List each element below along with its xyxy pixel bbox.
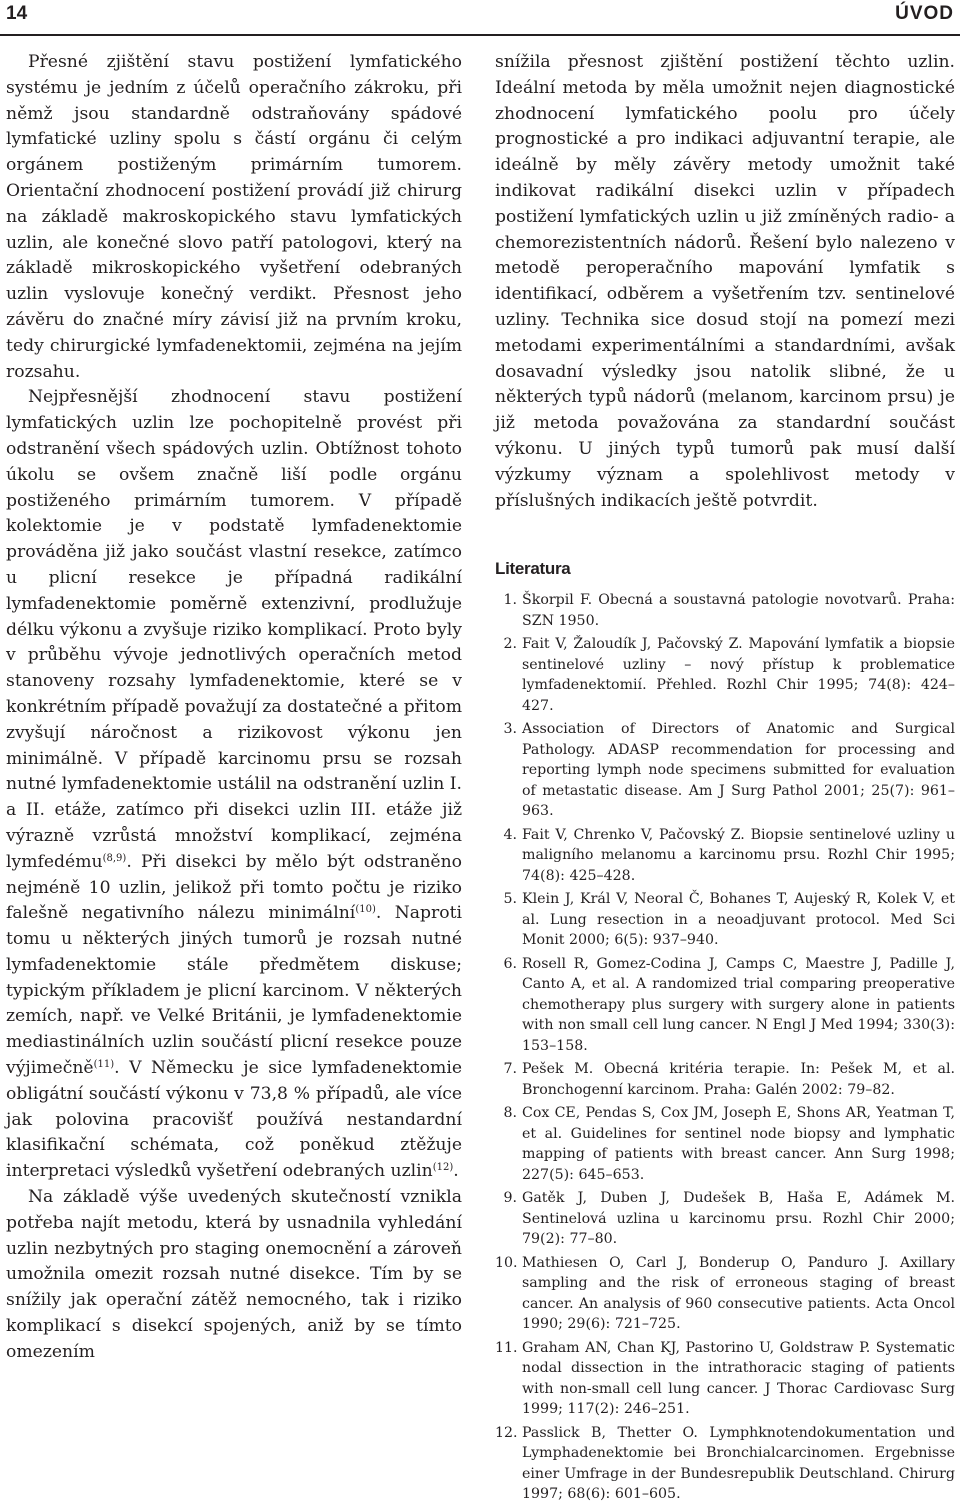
reference-number: 8. <box>503 1105 517 1122</box>
page-header <box>0 0 960 36</box>
paragraph-2-text-d: . V Německu je sice lymfadenektomie obligátní součástí výkonu v 73,8 % případů, ale více jak polovina pracovišť používá nestandardní klasifikační schémata, což poněkud ztěžuje interpretaci výsledků vyšetření odebraných uzlin <box>6 1058 462 1182</box>
paragraph-1: Přesné zjištění stavu postižení lymfatického systému je jedním z účelů operačního zákroku, při němž jsou standardně odstraňovány spádové lymfatické uzliny spolu s částí orgánu či celým orgánem postiženým primárním tumorem. Orientační zhodnocení postižení provádí již chirurg na základě makroskopického stavu lymfatických uzlin, ale konečné slovo patří patologovi, který na základě mikroskopického vyšetření odebraných uzlin vyslovuje konečný verdikt. Přesnost jeho závěru do značné míry závisí již na prvním kroku, tedy chirurgické lymfadenektomii, zejména na jejím rozsahu. <box>6 52 462 382</box>
reference-text: Graham AN, Chan KJ, Pastorino U, Goldstraw P. Systematic nodal dissection in the intrathoracic staging of patients with non-small cell lung cancer. J Thorac Cardiovasc Surg 1999; 117(2): 246–251. <box>522 1339 955 1418</box>
reference-number: 11. <box>495 1339 518 1356</box>
reference-text: Klein J, Král V, Neoral Č, Bohanes T, Aujeský R, Kolek V, et al. Lung resection in a neoadjuvant protocol. Med Sci Monit 2000; 6(5): 937–940. <box>522 891 955 949</box>
reference-item <box>495 954 955 1057</box>
reference-item <box>495 889 955 951</box>
reference-item <box>495 634 955 716</box>
reference-text: Rosell R, Gomez-Codina J, Camps C, Maestre J, Padille J, Canto A, et al. A randomized trial comparing preoperative chemotherapy plus surgery with surgery alone in patients with non small cell lung cancer. N Engl J Med 1994; 330(3): 153–158. <box>522 955 955 1054</box>
page-number: 14 <box>6 3 28 24</box>
paragraph-2-text-b: . Při disekci by mělo být odstraněno nejméně 10 uzlin, jelikož při tomto počtu je riziko falešně negativního nálezu minimální <box>6 851 462 924</box>
reference-item <box>495 1423 955 1505</box>
reference-text: Gatěk J, Duben J, Dudešek B, Haša E, Adámek M. Sentinelová uzlina u karcinomu prsu. Rozhl Chir 2000; 79(2): 77–80. <box>522 1190 955 1248</box>
reference-item <box>495 1338 955 1420</box>
reference-item <box>495 825 955 887</box>
reference-number: 9. <box>503 1190 517 1207</box>
reference-text: Mathiesen O, Carl J, Bonderup O, Panduro J. Axillary sampling and the risk of erroneous staging of breast cancer. An analysis of 960 consecutive patients. Acta Oncol 1990; 29(6): 721–725. <box>522 1254 955 1333</box>
section-title: ÚVOD <box>895 3 954 24</box>
reference-item <box>495 1103 955 1185</box>
reference-item <box>495 1188 955 1250</box>
paragraph-2-text-a: Nejpřesnější zhodnocení stavu postižení lymfatických uzlin lze pochopitelně provést při odstranění všech spádových uzlin. Obtížnost tohoto úkolu se ovšem značně liší podle orgánu postiženého primárním tumorem. V případě kolektomie je v podstatě lymfadenektomie prováděna již jako součást vlastní resekce, zatímco u plicní resekce je případná radikální lymfadenektomie poměrně extenzivní, prodlužuje délku výkonu a zvyšuje riziko komplikací. Proto byly v průběhu vývoje jednotlivých operačních metod stanoveny rozsahy lymfadenektomie, které se v konkrétním případě považují za dostatečné a přitom zvyšují náročnost a rizikovost výkonu jen minimálně. V případě karcinomu prsu se rozsah nutné lymfadenektomie ustálil na odstranění uzlin I. a II. etáže, zatímco při disekci uzlin III. etáže již výrazně vzrůstá množství komplikací, zejména lymfedému <box>6 387 462 872</box>
reference-item <box>495 1253 955 1335</box>
reference-number: 10. <box>495 1254 518 1271</box>
reference-number: 2. <box>503 636 517 653</box>
reference-text: Škorpil F. Obecná a soustavná patologie novotvarů. Praha: SZN 1950. <box>522 592 955 629</box>
reference-text: Fait V, Žaloudík J, Pačovský Z. Mapování lymfatik a biopsie sentinelové uzliny – nový přístup k problematice lymfadenektomií. Přehled. Rozhl Chir 1995; 74(8): 424–427. <box>522 636 955 714</box>
paragraph-2-text-c: . Naproti tomu u některých jiných tumorů je rozsah nutné lymfadenektomie stále předmětem diskuse; typickým příkladem je plicní karcinom. V některých zemích, např. ve Velké Británii, je lymfadenektomie mediastinálních uzlin součástí plicní resekce pouze výjimečně <box>6 903 462 1079</box>
paragraph-3: Na základě výše uvedených skutečností vznikla potřeba najít metodu, která by usnadnila vyhledání uzlin nezbytných pro staging onemocnění a zároveň umožnila omezit rozsah nutné disekce. Tím by se snížily jak operační zátěž nemocného, tak i riziko komplikací s disekcí spojených, aniž by se tímto omezením <box>6 1187 462 1362</box>
literature-heading: Literatura <box>495 559 571 579</box>
reference-text: Cox CE, Pendas S, Cox JM, Joseph E, Shons AR, Yeatman T, et al. Guidelines for sentinel node biopsy and lymphatic mapping of patients with breast cancer. Ann Surg 1998; 227(5): 645–653. <box>522 1105 955 1183</box>
reference-item <box>495 590 955 631</box>
reference-item <box>495 719 955 822</box>
reference-number: 4. <box>503 826 517 843</box>
reference-text: Pešek M. Obecná kritéria terapie. In: Pešek M, et al. Bronchogenní karcinom. Praha: Galén 2002: 79–82. <box>522 1061 955 1098</box>
reference-number: 1. <box>503 592 517 609</box>
reference-number: 3. <box>503 721 517 738</box>
citation-11: (11) <box>93 1059 115 1071</box>
reference-number: 7. <box>503 1061 517 1078</box>
reference-item <box>495 1059 955 1100</box>
left-column <box>6 50 462 1366</box>
reference-number: 12. <box>495 1424 518 1441</box>
reference-number: 6. <box>503 955 517 972</box>
citation-12: (12) <box>432 1162 454 1174</box>
reference-list <box>495 590 955 1505</box>
paragraph-2-text-e: . <box>453 1161 459 1182</box>
citation-10: (10) <box>355 904 376 916</box>
citation-8-9: (8,9) <box>102 852 127 864</box>
reference-text: Fait V, Chrenko V, Pačovský Z. Biopsie sentinelové uzliny u maligního melanomu a karcinomu prsu. Rozhl Chir 1995; 74(8): 425–428. <box>522 826 955 884</box>
reference-text: Passlick B, Thetter O. Lymphknotendokumentation und Lymphadenektomie bei Bronchialcarcinomen. Ergebnisse einer Umfrage in der Bundesrepublik Deutschland. Chirurg 1997; 68(6): 601–605. <box>522 1424 955 1503</box>
right-column <box>495 50 955 1508</box>
paragraph-2 <box>6 385 462 1185</box>
reference-number: 5. <box>503 891 517 908</box>
reference-text: Association of Directors of Anatomic and Surgical Pathology. ADASP recommendation for processing and reporting lymph node specimens submitted for evaluation of metastatic disease. Am J Surg Pathol 2001; 25(7): 961–963. <box>522 721 955 820</box>
paragraph-continuation: snížila přesnost zjištění postižení těchto uzlin. Ideální metoda by měla umožnit nejen diagnostické zhodnocení lymfatického poolu pro účely prognostické a pro indikaci adjuvantní terapie, ale ideálně by měly závěry metody umožnit také indikovat radikální disekci uzlin v případech postižení lymfatických uzlin u již zmíněných radio- a chemorezistentních nádorů. Řešení bylo nalezeno v metodě peroperačního mapování lymfatik s identifikací, odběrem a vyšetřením tzv. sentinelové uzliny. Technika sice dosud stojí na pomezí mezi metodami experimentálními a standardními, avšak dosavadní výsledky jsou natolik slibné, že u některých typů nádorů (melanom, karcinom prsu) je již metoda považována za standardní součást výkonu. U jiných typů tumorů pak musí další výzkumy význam a spolehlivost metody v příslušných indikacích ještě potvrdit. <box>495 52 955 511</box>
